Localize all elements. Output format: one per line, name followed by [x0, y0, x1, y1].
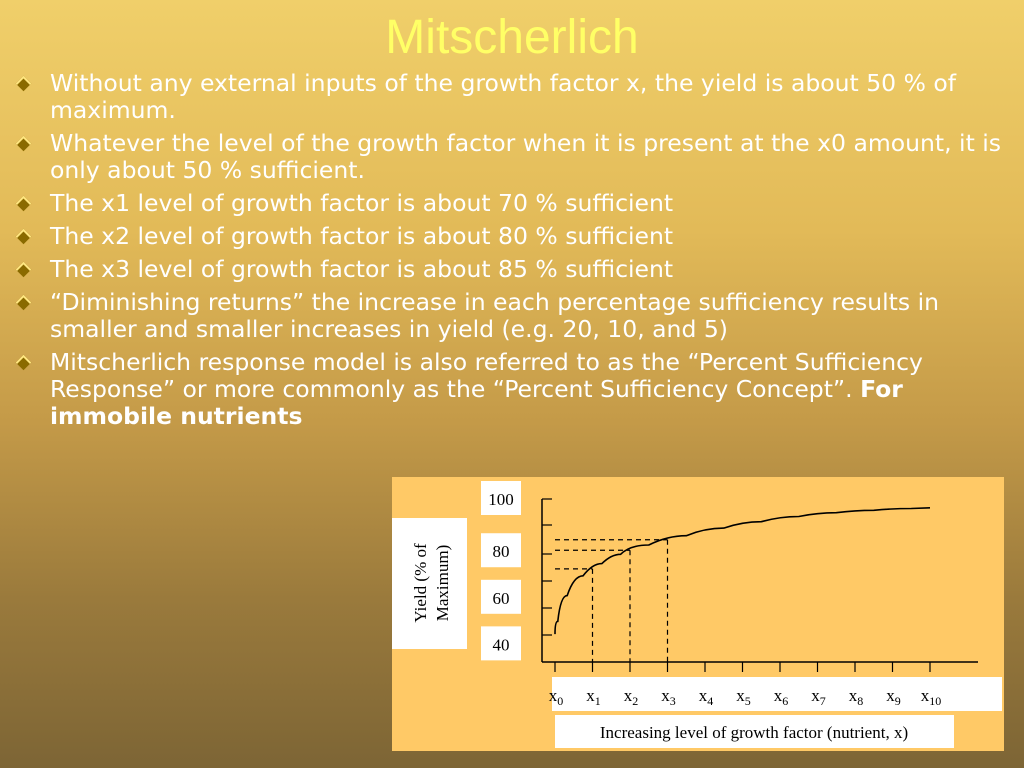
bullet-text: Whatever the level of the growth factor when it is present at the x0 amount, it is only about 50 % sufficient.: [50, 129, 1002, 184]
xtick-label-sub: 5: [744, 694, 751, 708]
xtick-label-sub: 8: [857, 694, 864, 708]
xtick-label-base: x: [811, 686, 820, 705]
xtick-label-sub: 10: [929, 694, 942, 708]
diamond-bullet-icon: [16, 262, 32, 278]
bullet-item: [14, 349, 1004, 430]
response-curve: [555, 508, 930, 634]
xtick-label-base: x: [623, 686, 633, 705]
xtick-label-base: x: [698, 686, 708, 705]
ytick-label: 60: [492, 588, 510, 608]
bullet-text: Without any external inputs of the growth factor x, the yield is about 50 % of maximum.: [50, 69, 957, 124]
diamond-bullet-icon: [16, 229, 32, 245]
diamond-bullet-icon: [16, 136, 32, 152]
y-axis-label-line: Yield (% of: [411, 543, 430, 623]
bullet-text: The x2 level of growth factor is about 80 % sufficient: [50, 222, 674, 250]
y-axis-label-line: Maximum): [433, 544, 452, 622]
bullet-item: [14, 190, 1004, 217]
growth-response-chart: [392, 477, 1004, 751]
xtick-label-sub: 4: [707, 694, 714, 708]
xtick-label-sub: 6: [782, 694, 789, 708]
xtick-label-sub: 7: [819, 694, 826, 708]
xtick-label-base: x: [920, 686, 930, 705]
ytick-label: 100: [488, 490, 514, 509]
bullet-item: [14, 130, 1004, 184]
xtick-label-base: x: [736, 686, 745, 705]
bullet-text: “Diminishing returns” the increase in each percentage sufficiency results in smaller and smaller increases in yield (e.g. 20, 10, and 5): [50, 288, 940, 343]
diamond-bullet-icon: [16, 196, 32, 212]
xtick-label-base: x: [848, 686, 858, 705]
bullet-item: [14, 223, 1004, 250]
bullet-emphasis: For immobile nutrients: [50, 375, 903, 430]
bullet-list: [14, 70, 1004, 436]
bullet-text: Mitscherlich response model is also referred to as the “Percent Sufficiency Response” or more commonly as the “Percent Sufficiency Concept”.: [50, 348, 923, 403]
xtick-label-base: x: [548, 686, 558, 705]
xtick-label-base: x: [773, 686, 783, 705]
diamond-bullet-icon: [16, 76, 32, 92]
slide-title: Mitscherlich: [385, 11, 639, 64]
xtick-label-sub: 2: [632, 694, 639, 708]
growth-response-figure: [392, 477, 1004, 751]
xtick-label-base: x: [886, 686, 895, 705]
ytick-label: 40: [492, 635, 510, 655]
x-axis-label: Increasing level of growth factor (nutrient, x): [599, 723, 909, 742]
xtick-label-base: x: [586, 686, 595, 705]
xtick-label-sub: 9: [894, 694, 901, 708]
bullet-item: [14, 256, 1004, 283]
bullet-text: The x1 level of growth factor is about 70 % sufficient: [50, 189, 674, 217]
diamond-bullet-icon: [16, 295, 32, 311]
xtick-label-sub: 1: [594, 694, 601, 708]
bullet-text: The x3 level of growth factor is about 85 % sufficient: [50, 255, 674, 283]
xtick-label-base: x: [661, 686, 670, 705]
bullet-item: [14, 289, 1004, 343]
xtick-label-sub: 3: [669, 694, 676, 708]
ytick-label: 80: [492, 542, 510, 562]
xtick-label-sub: 0: [557, 694, 564, 708]
bullet-item: [14, 70, 1004, 124]
diamond-bullet-icon: [16, 355, 32, 371]
